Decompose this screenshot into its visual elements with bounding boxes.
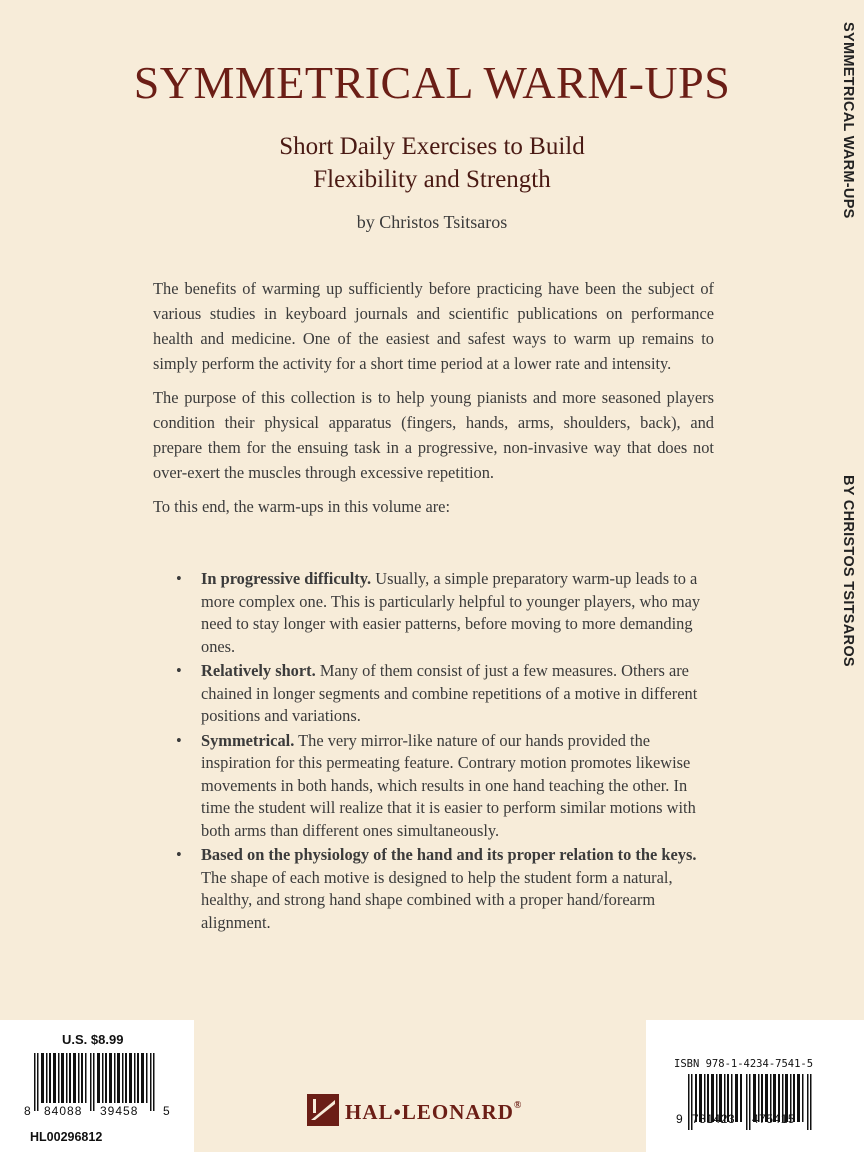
list-item-heading: In progressive difficulty.: [201, 569, 372, 588]
list-item: [176, 844, 716, 934]
book-spine: [824, 0, 864, 1152]
subtitle-line-1: Short Daily Exercises to Build: [279, 133, 585, 160]
isbn-digits-right: 475415: [752, 1112, 796, 1126]
upc-digits-left: 84088: [44, 1104, 83, 1118]
cover-title: SYMMETRICAL WARM-UPS: [133, 57, 731, 108]
list-item-heading: Based on the physiology of the hand and its proper relation to the keys.: [201, 845, 697, 864]
upc-barcode-icon: [34, 1053, 158, 1111]
list-item-text: The very mirror-like nature of our hands provided the inspiration for this permeating feature. Contrary motion promotes likewise movements in both hands, which results in one hand teaching the other. In time the student will realize that it is easier to perform similar motions with both arms than different ones simultaneously.: [201, 730, 696, 840]
bullet-glyph: •: [176, 661, 182, 680]
description-body: [153, 276, 714, 528]
author-byline: by Christos Tsitsaros: [356, 212, 508, 232]
list-item-text: Many of them consist of just a few measures. Others are chained in longer segments and combine repetitions of a motive in different positions and variations.: [201, 661, 698, 725]
bullet-glyph: •: [176, 730, 182, 750]
upc-barcode-panel: [0, 1020, 194, 1152]
paragraph-intro-list: To this end, the warm-ups in this volume are:: [153, 497, 451, 516]
isbn-barcode-panel: [646, 1020, 864, 1152]
spine-author: BY CHRISTOS TSITSAROS: [840, 475, 856, 667]
paragraph-benefits: The benefits of warming up sufficiently before practicing have been the subject of various studies in keyboard journals and scientific publications on performance health and medicine. One of the easiest and safest ways to warm up remains to simply perform the activity for a short time period at a lower rate and intensity.: [153, 279, 714, 373]
list-item-text: The shape of each motive is designed to help the student form a natural, healthy, and strong hand shape combined with a proper hand/forearm alignment.: [201, 867, 673, 932]
upc-digits-right: 39458: [100, 1104, 139, 1118]
isbn-digit-first: 9: [676, 1112, 683, 1126]
upc-digit-last: 5: [163, 1104, 170, 1118]
list-item: [176, 730, 716, 843]
list-item-heading: Symmetrical.: [201, 730, 295, 750]
subtitle-line-2: Flexibility and Strength: [313, 166, 551, 193]
list-item: [176, 568, 716, 658]
list-item-text: Usually, a simple preparatory warm-up leads to a more complex one. This is particularly helpful to younger players, who may need to stay longer with easier patterns, before moving to more demanding ones.: [201, 569, 701, 656]
feature-list: [176, 568, 716, 936]
isbn-digits-left: 781423: [692, 1112, 736, 1126]
isbn-label: ISBN 978-1-4234-7541-5: [674, 1058, 814, 1070]
spine-title: SYMMETRICAL WARM-UPS: [840, 22, 856, 219]
bullet-glyph: •: [176, 845, 182, 864]
list-item-heading: Relatively short.: [201, 661, 316, 680]
item-number: HL00296812: [30, 1130, 103, 1144]
paragraph-purpose: The purpose of this collection is to help young pianists and more seasoned players condition their physical apparatus (fingers, hands, arms, shoulders, back), and prepare them for the ensuing task in a progressive, non-invasive way that does not over-exert the muscles through excessive repetition.: [153, 388, 714, 482]
publisher-logo: [307, 1094, 567, 1128]
list-item: [176, 660, 716, 728]
publisher-mark-icon: [307, 1094, 339, 1126]
publisher-name: HAL•LEONARD®: [345, 1100, 523, 1124]
bullet-glyph: •: [176, 569, 182, 588]
upc-digit-first: 8: [24, 1104, 31, 1118]
price-label: U.S. $8.99: [62, 1032, 124, 1047]
cover-subtitle: [0, 130, 864, 196]
